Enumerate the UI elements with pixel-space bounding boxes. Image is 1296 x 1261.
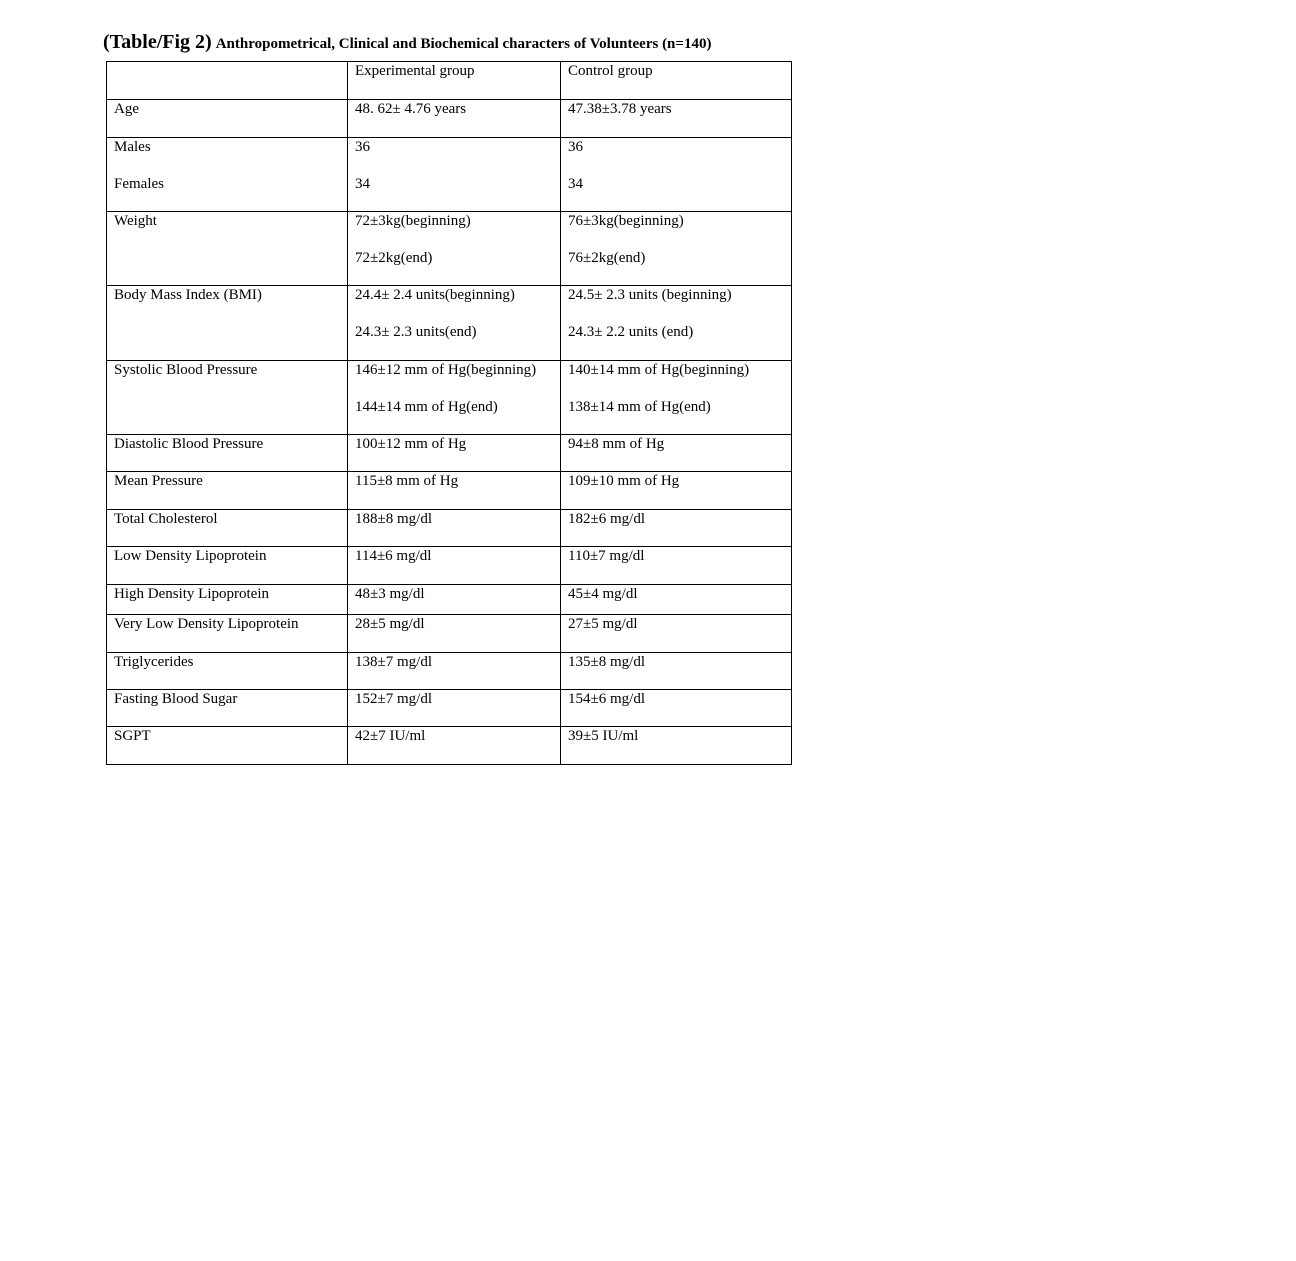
row-label-cell [107, 547, 348, 585]
cell-value: 182±6 mg/dl [568, 511, 645, 527]
experimental-value-cell [348, 361, 561, 435]
control-value-cell [561, 138, 792, 212]
cell-value: 36 [568, 139, 583, 155]
cell-value: 42±7 IU/ml [355, 728, 426, 744]
control-value-cell [561, 727, 792, 765]
row-label-cell [107, 585, 348, 615]
table-row [107, 690, 792, 727]
row-label: Diastolic Blood Pressure [114, 436, 264, 452]
row-label: Males [114, 139, 151, 155]
cell-value: 100±12 mm of Hg [355, 436, 467, 452]
cell-value: 76±3kg(beginning) [568, 213, 684, 229]
row-label: Systolic Blood Pressure [114, 362, 258, 378]
cell-value: 27±5 mg/dl [568, 616, 638, 632]
control-value-cell [561, 212, 792, 286]
table-row [107, 212, 792, 286]
table-header-row [107, 62, 792, 100]
table-row [107, 472, 792, 510]
experimental-value-cell [348, 727, 561, 765]
cell-value: 140±14 mm of Hg(beginning) [568, 362, 750, 378]
control-value-cell [561, 615, 792, 653]
row-label-cell [107, 615, 348, 653]
cell-value: 39±5 IU/ml [568, 728, 639, 744]
cell-value: 146±12 mm of Hg(beginning) [355, 362, 537, 378]
cell-value: 114±6 mg/dl [355, 548, 432, 564]
cell-value: 24.3± 2.3 units(end) [355, 324, 477, 340]
cell-value: 24.4± 2.4 units(beginning) [355, 287, 515, 303]
row-label-cell [107, 690, 348, 727]
table-body [107, 62, 792, 765]
cell-value: 115±8 mm of Hg [355, 473, 459, 489]
table-row [107, 100, 792, 138]
table-row [107, 286, 792, 361]
header-cell-experimental: Experimental group [348, 62, 561, 100]
row-label: Females [114, 176, 164, 192]
table-row [107, 510, 792, 547]
cell-value: 48. 62± 4.76 years [355, 101, 467, 117]
experimental-value-cell [348, 653, 561, 690]
table-row [107, 727, 792, 765]
cell-value: 152±7 mg/dl [355, 691, 432, 707]
table-title [103, 30, 711, 56]
control-value-cell [561, 510, 792, 547]
cell-value: 144±14 mm of Hg(end) [355, 399, 498, 415]
cell-value: 138±7 mg/dl [355, 654, 432, 670]
control-value-cell [561, 472, 792, 510]
control-value-cell [561, 100, 792, 138]
table-row [107, 138, 792, 212]
row-label-cell [107, 472, 348, 510]
cell-value: 36 [355, 139, 370, 155]
experimental-value-cell [348, 100, 561, 138]
table-row [107, 653, 792, 690]
row-label-cell [107, 727, 348, 765]
cell-value: 76±2kg(end) [568, 250, 646, 266]
experimental-value-cell [348, 435, 561, 472]
row-label: High Density Lipoprotein [114, 586, 269, 602]
cell-value: 34 [568, 176, 583, 192]
row-label-cell [107, 100, 348, 138]
row-label-cell [107, 361, 348, 435]
cell-value: 138±14 mm of Hg(end) [568, 399, 711, 415]
cell-value: 154±6 mg/dl [568, 691, 645, 707]
cell-value: 72±2kg(end) [355, 250, 433, 266]
row-label-cell [107, 212, 348, 286]
cell-value: 110±7 mg/dl [568, 548, 645, 564]
title-figure-ref: (Table/Fig 2) [103, 31, 212, 53]
experimental-value-cell [348, 615, 561, 653]
table-row [107, 615, 792, 653]
cell-value: 94±8 mm of Hg [568, 436, 665, 452]
control-value-cell [561, 653, 792, 690]
row-label: Total Cholesterol [114, 511, 218, 527]
row-label: SGPT [114, 728, 151, 744]
control-value-cell [561, 435, 792, 472]
row-label-cell [107, 435, 348, 472]
cell-value: 135±8 mg/dl [568, 654, 645, 670]
header-cell-control: Control group [561, 62, 792, 100]
control-value-cell [561, 585, 792, 615]
control-value-cell [561, 286, 792, 361]
experimental-value-cell [348, 472, 561, 510]
experimental-value-cell [348, 138, 561, 212]
table-row [107, 435, 792, 472]
cell-value: 24.5± 2.3 units (beginning) [568, 287, 732, 303]
control-value-cell [561, 547, 792, 585]
control-value-cell [561, 690, 792, 727]
row-label: Fasting Blood Sugar [114, 691, 238, 707]
header-cell-empty [107, 62, 348, 100]
experimental-value-cell [348, 510, 561, 547]
row-label: Very Low Density Lipoprotein [114, 616, 299, 632]
cell-value: 72±3kg(beginning) [355, 213, 471, 229]
cell-value: 45±4 mg/dl [568, 586, 638, 602]
row-label: Age [114, 101, 139, 117]
row-label: Weight [114, 213, 157, 229]
cell-value: 34 [355, 176, 370, 192]
table-row [107, 361, 792, 435]
row-label: Body Mass Index (BMI) [114, 287, 262, 303]
experimental-value-cell [348, 286, 561, 361]
row-label: Low Density Lipoprotein [114, 548, 267, 564]
experimental-value-cell [348, 212, 561, 286]
table-row [107, 585, 792, 615]
table-row [107, 547, 792, 585]
cell-value: 109±10 mm of Hg [568, 473, 680, 489]
row-label: Mean Pressure [114, 473, 203, 489]
cell-value: 48±3 mg/dl [355, 586, 425, 602]
row-label-cell [107, 510, 348, 547]
experimental-value-cell [348, 585, 561, 615]
row-label-cell [107, 286, 348, 361]
cell-value: 47.38±3.78 years [568, 101, 672, 117]
cell-value: 24.3± 2.2 units (end) [568, 324, 694, 340]
experimental-value-cell [348, 690, 561, 727]
row-label: Triglycerides [114, 654, 194, 670]
cell-value: 188±8 mg/dl [355, 511, 432, 527]
row-label-cell [107, 138, 348, 212]
title-caption: Anthropometrical, Clinical and Biochemical characters of Volunteers (n=140) [215, 36, 712, 52]
experimental-value-cell [348, 547, 561, 585]
volunteer-characteristics-table [106, 61, 792, 765]
control-value-cell [561, 361, 792, 435]
cell-value: 28±5 mg/dl [355, 616, 425, 632]
row-label-cell [107, 653, 348, 690]
